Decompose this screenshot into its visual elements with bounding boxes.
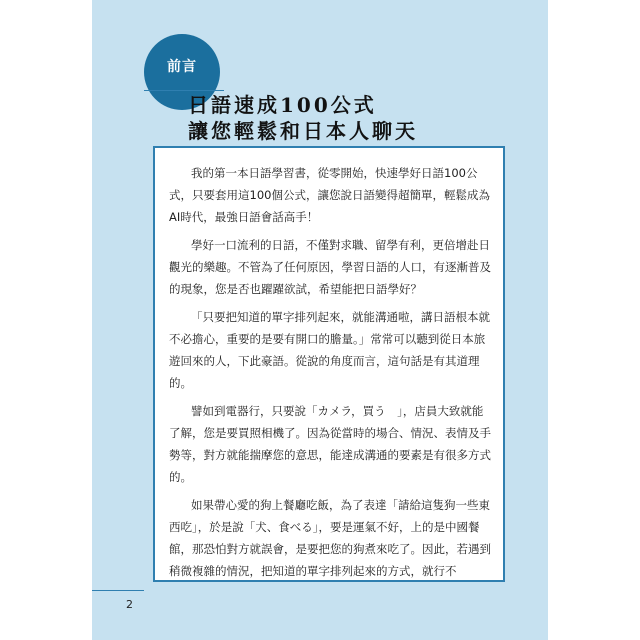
intro-paragraph: 如果帶心愛的狗上餐廳吃飯，為了表達「請給這隻狗一些東西吃」，於是說「犬、食べる」，要是運氣不好，上的是中國餐館，那恐怕對方就誤會，是要把您的狗煮來吃了。因此，若遇到稍微複雜的情況，把知道的單字排列起來的方式，就行不 [169,498,491,578]
intro-paragraph: 「只要把知道的單字排列起來，就能溝通啦，講日語根本就不必擔心，重要的是要有開口的膽量。」常常可以聽到從日本旅遊回來的人，下此豪語。從說的角度而言，這句話是有其道理的。 [169,310,490,390]
intro-text-box [153,146,505,582]
intro-paragraph: 我的第一本日語學習書，從零開始，快速學好日語100公式，只要套用這100個公式，讓您說日語變得超簡單，輕鬆成為AI時代，最強日語會話高手！ [169,166,490,224]
intro-paragraph: 學好一口流利的日語，不僅對求職、留學有利，更倍增赴日觀光的樂趣。不管為了任何原因，學習日語的人口，有逐漸普及的現象，您是否也躍躍欲試，希望能把日語學好？ [169,238,491,296]
chapter-title-line-2: 讓您輕鬆和日本人聊天 [188,119,418,143]
page-number: 2 [126,598,133,611]
badge-underline [144,90,224,91]
section-badge-label: 前言 [167,59,197,75]
intro-paragraph: 譬如到電器行，只要說「カメラ，買う 」，店員大致就能了解，您是要買照相機了。因為從當時的場合、情況、表情及手勢等，對方就能揣摩您的意思，能達成溝通的要素是有很多方式的。 [169,404,491,484]
chapter-title-line-1: 日語速成100公式 [188,93,377,117]
chapter-title [188,92,518,144]
footer-rule [92,590,144,591]
